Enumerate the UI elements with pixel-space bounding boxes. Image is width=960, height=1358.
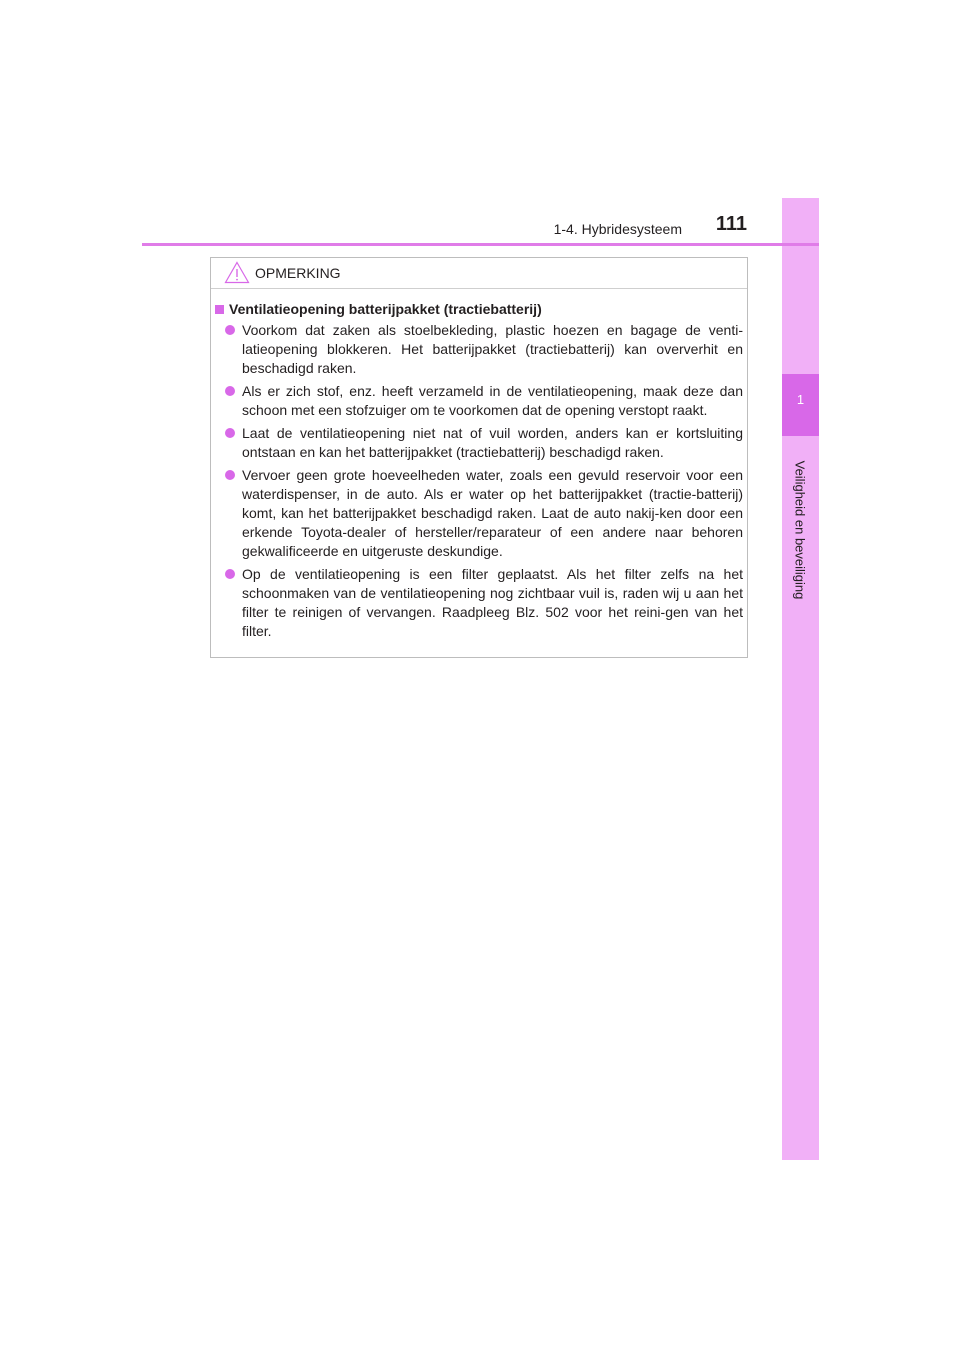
notice-header [211,258,747,289]
notice-items [223,321,743,645]
list-item-text: Voorkom dat zaken als stoelbekleding, plastic hoezen en bagage de venti-latieopening blokkeren. Het batterijpakket (tractiebatterij) kan oververhit en beschadigd raken. [242,322,743,376]
side-tab-number: 1 [796,392,805,407]
list-item-text: Op de ventilatieopening is een filter geplaatst. Als het filter zelfs na het schoonmaken van de ventilatieopening nog zichtbaar vuil is, raden wij u aan het filter te reinigen of vervangen. Raadpleeg Blz. 502 voor het reini-gen van het filter. [242,566,743,639]
subheading-text: Ventilatieopening batterijpakket (tractiebatterij) [229,301,542,317]
list-item [223,382,743,420]
notice-subheading [215,301,542,317]
bullet-dot-icon [225,325,235,335]
list-item [223,466,743,561]
square-bullet-icon [215,305,224,314]
notice-box [210,257,748,658]
list-item [223,424,743,462]
list-item [223,321,743,378]
side-tab-label: Veiligheid en beveiliging [792,460,808,600]
bullet-dot-icon [225,386,235,396]
list-item-text: Laat de ventilatieopening niet nat of vuil worden, anders kan er kortsluiting ontstaan en kan het batterijpakket (tractiebatterij) beschadigd raken. [242,425,743,460]
list-item-text: Vervoer geen grote hoeveelheden water, zoals een gevuld reservoir voor een waterdispenser, in de auto. Als er water op het batterijpakket (tractie-batterij) komt, kan het batterijpakket beschadigd raken. Laat de auto nakij-ken door een erkende Toyota-dealer of hersteller/reparateur of een andere naar behoren gekwalificeerde en uitgeruste deskundige. [242,467,743,559]
page-number: 111 [715,213,747,235]
warning-icon [224,261,250,284]
bullet-dot-icon [225,428,235,438]
list-item-text: Als er zich stof, enz. heeft verzameld in de ventilatieopening, maak deze dan schoon met een stofzuiger om te voorkomen dat de opening verstopt raakt. [242,383,743,418]
bullet-dot-icon [225,569,235,579]
header-rule [142,243,819,246]
section-title: 1-4. Hybridesysteem [553,221,682,237]
notice-title: OPMERKING [255,265,341,281]
list-item [223,565,743,641]
side-tab [782,198,819,1160]
bullet-dot-icon [225,470,235,480]
